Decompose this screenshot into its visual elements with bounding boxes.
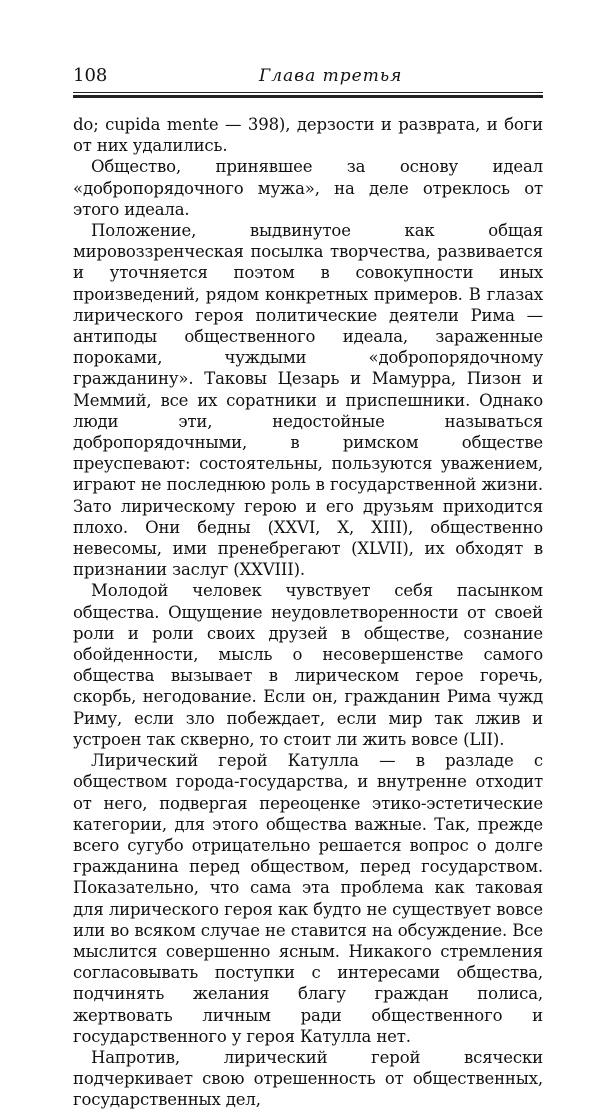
paragraph: Лирический герой Катулла — в разладе с обществом города-государства, и внутренне отходит от него, подвергая переоценке этико-эстетические категории, для этого общества важные. Так, прежде всего сугубо отрицательно решается вопрос о долге гражданина перед обществом, перед государством. Показательно, что сама эта проблема как таковая для лирического героя как будто не существует вовсе или во всяком случае не ставится на обсуждение. Все мыслится совершенно ясным. Никакого стремления согласовывать поступки с интересами общества, подчинять желания благу граждан полиса, жертвовать личным ради общественного и государственного у героя Катулла нет. — [73, 751, 543, 1046]
paragraph: Положение, выдвинутое как общая мировоззренческая посылка творчества, развивается и уточняется поэтом в совокупности иных произведений, рядом конкретных примеров. В глазах лирического героя политические деятели Рима — антиподы общественного идеала, зараженные пороками, чуждыми «добропорядочному гражданину». Таковы Цезарь и Мамурра, Пизон и Меммий, все их соратники и приспешники. Однако люди эти, недостойные называться добропорядочными, в римском обществе преуспевают: состоятельны, пользуются уважением, играют не последнюю роль в государственной жизни. Зато лирическому герою и его друзьям приходится плохо. Они бедны (XXVI, X, XIII), общественно невесомы, ими пренебрегают (XLVII), их обходят в признании заслуг (XXVIII). — [73, 221, 543, 580]
paragraph: Напротив, лирический герой всячески подчеркивает свою отрешенность от общественных, государственных дел, — [73, 1047, 543, 1110]
body-text — [73, 114, 543, 1111]
page-number: 108 — [73, 65, 108, 86]
book-page — [73, 0, 543, 1110]
header-rule-thin — [73, 92, 543, 93]
header-rule-thick — [73, 95, 543, 98]
page-header — [73, 66, 543, 88]
running-title: Глава третья — [259, 66, 403, 86]
paragraph: Молодой человек чувствует себя пасынком общества. Ощущение неудовлетворенности от своей роли и роли своих друзей в обществе, сознание обойденности, мысль о несовершенстве самого общества вызывает в лирическом герое горечь, скорбь, негодование. Если он, гражданин Рима чужд Риму, если зло побеждает, если мир так лжив и устроен так скверно, то стоит ли жить вовсе (LII). — [73, 581, 543, 749]
paragraph-continued: do; cupida mente — 398), дерзости и разврата, и боги от них удалились. — [73, 115, 543, 156]
paragraph: Общество, принявшее за основу идеал «добропорядочного мужа», на деле отреклось от этого идеала. — [73, 157, 543, 219]
